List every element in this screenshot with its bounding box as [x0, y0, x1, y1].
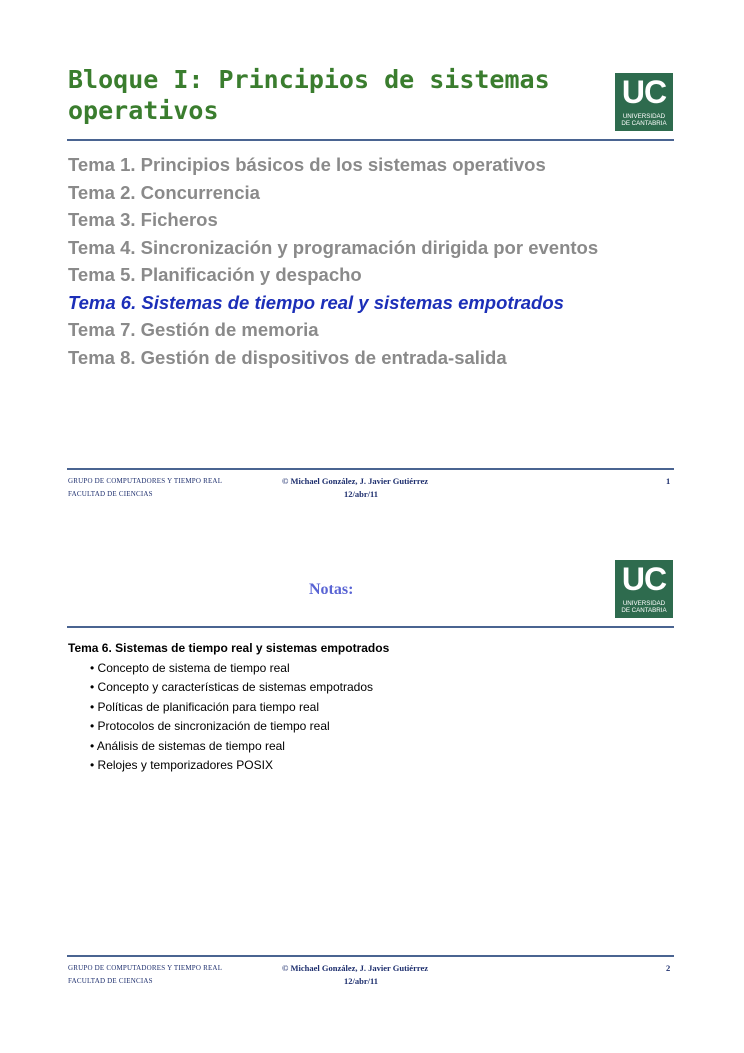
notes-item: • Concepto de sistema de tiempo real	[90, 661, 290, 675]
topic-item: Tema 1. Principios básicos de los sistemas operativos	[68, 154, 546, 175]
footer-group: GRUPO DE COMPUTADORES Y TIEMPO REAL	[68, 964, 223, 972]
topic-item: Tema 8. Gestión de dispositivos de entrada-salida	[68, 346, 507, 368]
footer-faculty: FACULTAD DE CIENCIAS	[68, 490, 153, 498]
footer-authors: © Michael González, J. Javier Gutiérrez	[282, 476, 429, 486]
topic-item: Tema 4. Sincronización y programación dirigida por eventos	[68, 236, 599, 258]
notes-divider	[67, 626, 674, 628]
notes-item: • Protocolos de sincronización de tiempo real	[90, 719, 330, 734]
logo-letters: UC	[621, 561, 667, 597]
university-logo	[615, 560, 673, 618]
logo-line-1: UNIVERSIDAD	[622, 113, 666, 120]
notes-title: Notas:	[309, 581, 354, 598]
footer-group: GRUPO DE COMPUTADORES Y TIEMPO REAL	[68, 477, 223, 485]
notes-list	[90, 659, 373, 775]
footer-faculty: FACULTAD DE CIENCIAS	[68, 977, 153, 985]
logo-line-2: DE CANTABRIA	[621, 120, 667, 127]
title-divider	[67, 139, 674, 141]
logo-line-2: DE CANTABRIA	[621, 607, 667, 614]
slide-title: Bloque I: Principios de sistemas operativos	[68, 65, 550, 125]
topic-item: Tema 3. Ficheros	[68, 209, 218, 230]
university-logo	[615, 73, 673, 131]
logo-letters: UC	[621, 74, 667, 110]
footer-divider	[67, 468, 674, 470]
logo-line-1: UNIVERSIDAD	[622, 600, 666, 607]
topic-item: Tema 2. Concurrencia	[68, 181, 260, 203]
notes-item: • Concepto y características de sistemas empotrados	[90, 680, 373, 695]
footer-authors: © Michael González, J. Javier Gutiérrez	[282, 963, 429, 973]
topic-item-active: Tema 6. Sistemas de tiempo real y sistemas empotrados	[68, 291, 564, 313]
topic-item: Tema 7. Gestión de memoria	[68, 319, 319, 340]
notes-item: • Análisis de sistemas de tiempo real	[90, 738, 285, 753]
page-number: 2	[666, 963, 671, 973]
footer-date: 12/abr/11	[344, 489, 379, 499]
page-number: 1	[666, 476, 671, 486]
topic-item: Tema 5. Planificación y despacho	[68, 264, 362, 285]
topic-list	[68, 151, 598, 371]
footer-divider	[67, 955, 674, 957]
notes-item: • Políticas de planificación para tiempo real	[90, 699, 319, 714]
footer-date: 12/abr/11	[344, 976, 379, 986]
notes-heading: Tema 6. Sistemas de tiempo real y sistemas empotrados	[68, 641, 390, 655]
notes-item: • Relojes y temporizadores POSIX	[90, 758, 273, 773]
